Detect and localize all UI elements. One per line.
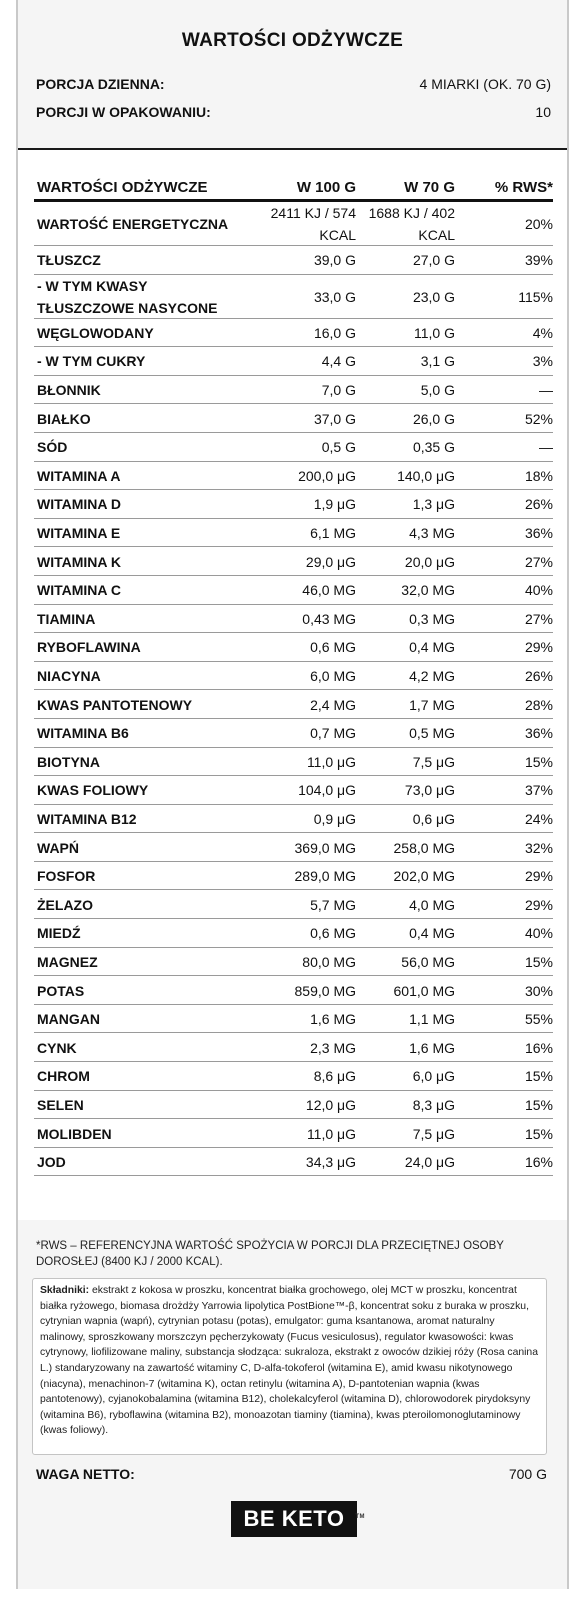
nutrient-name: SELEN: [37, 1096, 84, 1113]
value-rws: 29%: [524, 896, 553, 913]
trademark-mark: TM: [355, 1514, 365, 1520]
net-weight-value: 700 G: [508, 1466, 547, 1482]
value-rws: 26%: [524, 496, 553, 513]
value-per-100g: 289,0 MG: [294, 868, 356, 885]
value-rws: —: [539, 382, 553, 399]
value-rws: —: [539, 439, 553, 456]
value-per-70g: 1,7 MG: [409, 696, 455, 713]
nutrient-name: BŁONNIK: [37, 382, 101, 399]
table-row: [34, 662, 553, 691]
nutrient-name: WITAMINA B12: [37, 810, 137, 827]
value-per-100g: 4,4 G: [321, 353, 356, 370]
nutrition-label: [16, 0, 569, 1589]
table-row: [34, 948, 553, 977]
table-row: [34, 919, 553, 948]
nutrient-name: KWAS FOLIOWY: [37, 782, 149, 799]
value-rws: 28%: [524, 696, 553, 713]
value-rws: 36%: [524, 725, 553, 742]
value-per-70g: 1,3 μG: [412, 496, 455, 513]
brand-logo: [231, 1501, 365, 1537]
servings-per-pack-row: [36, 104, 551, 126]
table-row: [34, 833, 553, 862]
value-rws: 39%: [524, 252, 553, 269]
nutrient-name: MOLIBDEN: [37, 1125, 112, 1142]
value-per-100g: 29,0 μG: [305, 553, 356, 570]
ingredients-label: Składniki:: [40, 1285, 90, 1296]
table-header: [34, 176, 553, 202]
value-per-70g: 26,0 G: [412, 410, 455, 427]
table-row: [34, 690, 553, 719]
column-header-per70: W 70 G: [404, 179, 455, 196]
value-per-70g: 7,5 μG: [412, 1125, 455, 1142]
value-per-70g: 24,0 μG: [404, 1154, 455, 1171]
nutrient-name: TIAMINA: [37, 610, 96, 627]
value-per-100g: 104,0 μG: [298, 782, 356, 799]
nutrient-name: WITAMINA D: [37, 496, 121, 513]
serving-daily-row: [36, 76, 551, 98]
column-header-name: WARTOŚCI ODŻYWCZE: [37, 179, 208, 196]
value-per-100g: 16,0 G: [313, 324, 356, 341]
nutrition-table: [34, 176, 553, 1176]
column-header-per100: W 100 G: [296, 179, 356, 196]
value-per-70g: 8,3 μG: [412, 1096, 455, 1113]
table-row: [34, 633, 553, 662]
value-rws: 18%: [524, 467, 553, 484]
table-row: [34, 862, 553, 891]
value-rws: 115%: [518, 288, 553, 305]
value-per-100g: 7,0 G: [321, 382, 356, 399]
table-row: [34, 347, 553, 376]
nutrient-name: WITAMINA E: [37, 525, 121, 542]
table-row: [34, 275, 553, 319]
nutrient-name: ŻELAZO: [37, 896, 93, 913]
value-per-70g: 202,0 MG: [393, 868, 455, 885]
value-per-70g: 56,0 MG: [401, 953, 455, 970]
table-row: [34, 490, 553, 519]
value-per-100g: 33,0 G: [313, 288, 356, 305]
value-per-70g: 3,1 G: [420, 353, 455, 370]
value-per-70g: 4,3 MG: [409, 525, 455, 542]
nutrient-name: MIEDŹ: [37, 925, 81, 942]
table-row: [34, 576, 553, 605]
value-per-70g: 140,0 μG: [397, 467, 455, 484]
value-per-100g: 2411 KJ / 574 KCAL: [270, 205, 356, 243]
value-per-70g: 32,0 MG: [401, 582, 455, 599]
value-rws: 15%: [524, 1125, 553, 1142]
value-rws: 15%: [524, 1096, 553, 1113]
value-per-100g: 8,6 μG: [313, 1068, 356, 1085]
value-per-100g: 11,0 μG: [306, 1125, 356, 1142]
value-per-70g: 7,5 μG: [412, 753, 455, 770]
value-per-100g: 6,1 MG: [310, 525, 356, 542]
nutrient-name: NIACYNA: [37, 668, 101, 685]
value-per-100g: 80,0 MG: [302, 953, 356, 970]
value-rws: 15%: [524, 753, 553, 770]
net-weight-label: WAGA NETTO:: [36, 1466, 135, 1482]
value-per-100g: 0,6 MG: [310, 925, 356, 942]
nutrient-name: SÓD: [37, 439, 68, 456]
value-per-70g: 1688 KJ / 402 KCAL: [368, 205, 455, 243]
servings-per-pack-value: 10: [535, 104, 551, 120]
table-row: [34, 376, 553, 405]
value-per-100g: 39,0 G: [313, 252, 356, 269]
nutrient-name: WITAMINA C: [37, 582, 121, 599]
column-header-rws: % RWS*: [494, 179, 553, 196]
value-rws: 40%: [524, 582, 553, 599]
value-rws: 55%: [524, 1011, 553, 1028]
value-per-70g: 0,6 μG: [412, 810, 455, 827]
value-rws: 29%: [524, 639, 553, 656]
table-row: [34, 519, 553, 548]
value-rws: 27%: [524, 553, 553, 570]
value-rws: 15%: [524, 953, 553, 970]
table-row: [34, 976, 553, 1005]
value-per-100g: 2,3 MG: [310, 1039, 356, 1056]
table-row: [34, 433, 553, 462]
value-per-70g: 27,0 G: [412, 252, 455, 269]
nutrient-name: POTAS: [37, 982, 85, 999]
value-per-100g: 37,0 G: [313, 410, 356, 427]
nutrient-name: WITAMINA B6: [37, 725, 129, 742]
value-per-100g: 12,0 μG: [305, 1096, 356, 1113]
table-row: [34, 1119, 553, 1148]
value-per-70g: 0,4 MG: [409, 925, 455, 942]
value-rws: 30%: [524, 982, 553, 999]
value-rws: 20%: [524, 216, 553, 232]
value-rws: 24%: [524, 810, 553, 827]
nutrient-name: MAGNEZ: [37, 953, 98, 970]
value-per-70g: 20,0 μG: [404, 553, 455, 570]
table-row: [34, 1091, 553, 1120]
nutrient-name: KWAS PANTOTENOWY: [37, 696, 193, 713]
table-row: [34, 1148, 553, 1177]
ingredients-box: [32, 1278, 547, 1455]
value-per-70g: 0,3 MG: [409, 610, 455, 627]
nutrient-name: CHROM: [37, 1068, 90, 1085]
value-rws: 37%: [524, 782, 553, 799]
value-rws: 15%: [524, 1068, 553, 1085]
table-row: [34, 246, 553, 275]
nutrient-name: CYNK: [37, 1039, 77, 1056]
value-per-70g: 601,0 MG: [393, 982, 455, 999]
servings-per-pack-label: PORCJI W OPAKOWANIU:: [36, 104, 211, 120]
value-per-70g: 23,0 G: [412, 288, 455, 305]
serving-info-panel: [18, 0, 567, 150]
value-per-70g: 73,0 μG: [404, 782, 455, 799]
value-per-100g: 34,3 μG: [305, 1154, 356, 1171]
serving-daily-value: 4 MIARKI (OK. 70 G): [419, 76, 551, 92]
value-rws: 16%: [524, 1154, 553, 1171]
ingredients-list: ekstrakt z kokosa w proszku, koncentrat białka grochowego, olej MCT w proszku, koncentrat białka ryżowego, biomasa drożdży Yarrowia lipolytica PostBione™-β, koncentrat soku z buraka w proszku, cytrynian wapnia (wapń), cytrynian potasu (potas), emulgator: guma ksantanowa, aromat naturalny malinowy, sproszkowany morszczyn pęcherzykowaty (Fucus vesiculosus), regulator kwasowości: kwas cytrynowy, liofilizowane maliny, substancja słodząca: sukraloza, ekstrakt z owoców dzikiej róży (Rosa canina L.) standaryzowany na zawartość witaminy C, D-alfa-tokoferol (witamina E), amid kwasu nikotynowego (niacyna), menachinon-7 (witamina K), octan retinylu (witamina A), D-pantotenian wapnia (kwas pantotenowy), cyjanokobalamina (witamina B12), cholekalcyferol (witamina D), chlorowodorek pirydoksyny (witamina B6), ryboflawina (witamina B2), monoazotan tiaminy (tiamina), kwas pteroilomonoglutaminowy (kwas foliowy).: [40, 1285, 538, 1437]
value-per-70g: 0,35 G: [412, 439, 455, 456]
nutrient-name: WAPŃ: [37, 839, 79, 856]
serving-daily-label: PORCJA DZIENNA:: [36, 76, 165, 92]
value-per-70g: 11,0 G: [414, 324, 455, 341]
panel-title: WARTOŚCI ODŻYWCZE: [181, 30, 404, 51]
table-row: [34, 748, 553, 777]
nutrient-name: WITAMINA K: [37, 553, 121, 570]
nutrient-name: TŁUSZCZ: [37, 252, 101, 269]
brand-logo-text: BE KETO: [243, 1506, 345, 1531]
net-weight-row: [36, 1466, 547, 1486]
table-row: [34, 719, 553, 748]
table-row: [34, 1005, 553, 1034]
value-per-100g: 1,9 μG: [313, 496, 356, 513]
value-rws: 29%: [524, 868, 553, 885]
table-row: [34, 1033, 553, 1062]
value-per-100g: 2,4 MG: [310, 696, 356, 713]
table-row: [34, 1062, 553, 1091]
value-rws: 40%: [524, 925, 553, 942]
value-per-70g: 4,2 MG: [409, 668, 455, 685]
table-row: [34, 890, 553, 919]
value-rws: 16%: [524, 1039, 553, 1056]
footer-panel: [18, 1220, 567, 1589]
table-body: [34, 202, 553, 1176]
value-rws: 52%: [524, 410, 553, 427]
table-row: [34, 462, 553, 491]
nutrient-name: JOD: [37, 1154, 66, 1171]
nutrient-name: WARTOŚĆ ENERGETYCZNA: [37, 216, 229, 232]
table-row: [34, 404, 553, 433]
nutrient-name: BIOTYNA: [37, 753, 100, 770]
value-per-100g: 46,0 MG: [302, 582, 356, 599]
nutrient-name: WITAMINA A: [37, 467, 121, 484]
nutrient-name: FOSFOR: [37, 868, 96, 885]
nutrient-name: BIAŁKO: [37, 410, 91, 427]
nutrient-name: - W TYM CUKRY: [37, 353, 146, 370]
value-rws: 3%: [532, 353, 553, 370]
value-per-100g: 0,43 MG: [302, 610, 356, 627]
value-rws: 36%: [524, 525, 553, 542]
value-per-100g: 369,0 MG: [294, 839, 356, 856]
value-rws: 27%: [524, 610, 553, 627]
value-per-100g: 200,0 μG: [298, 467, 356, 484]
table-row: [34, 776, 553, 805]
ingredients-text: [40, 1283, 540, 1439]
nutrient-name: MANGAN: [37, 1011, 100, 1028]
value-per-100g: 11,0 μG: [306, 753, 356, 770]
value-rws: 32%: [524, 839, 553, 856]
value-per-70g: 4,0 MG: [409, 896, 455, 913]
nutrient-name: RYBOFLAWINA: [37, 639, 141, 656]
value-per-100g: 0,6 MG: [310, 639, 356, 656]
value-rws: 4%: [532, 324, 553, 341]
value-per-70g: 1,1 MG: [409, 1011, 455, 1028]
value-per-70g: 0,5 MG: [409, 725, 455, 742]
value-per-100g: 1,6 MG: [310, 1011, 356, 1028]
rws-footnote: *RWS – REFERENCYJNA WARTOŚĆ SPOŻYCIA W PORCJI DLA PRZECIĘTNEJ OSOBY DOROSŁEJ (8400 KJ / 2000 KCAL).: [36, 1240, 504, 1268]
value-per-70g: 0,4 MG: [409, 639, 455, 656]
value-per-70g: 258,0 MG: [393, 839, 455, 856]
nutrient-name: WĘGLOWODANY: [37, 324, 154, 341]
table-row: [34, 805, 553, 834]
value-per-100g: 5,7 MG: [310, 896, 356, 913]
value-per-100g: 0,9 μG: [313, 810, 356, 827]
nutrient-name: - W TYM KWASY TŁUSZCZOWE NASYCONE: [37, 277, 218, 316]
value-per-100g: 859,0 MG: [294, 982, 356, 999]
value-per-70g: 6,0 μG: [412, 1068, 455, 1085]
table-row: [34, 605, 553, 634]
value-per-70g: 5,0 G: [420, 382, 455, 399]
table-row: [34, 202, 553, 246]
value-rws: 26%: [524, 668, 553, 685]
value-per-100g: 0,7 MG: [310, 725, 356, 742]
value-per-100g: 0,5 G: [321, 439, 356, 456]
table-row: [34, 319, 553, 348]
table-row: [34, 547, 553, 576]
value-per-100g: 6,0 MG: [310, 668, 356, 685]
value-per-70g: 1,6 MG: [409, 1039, 455, 1056]
